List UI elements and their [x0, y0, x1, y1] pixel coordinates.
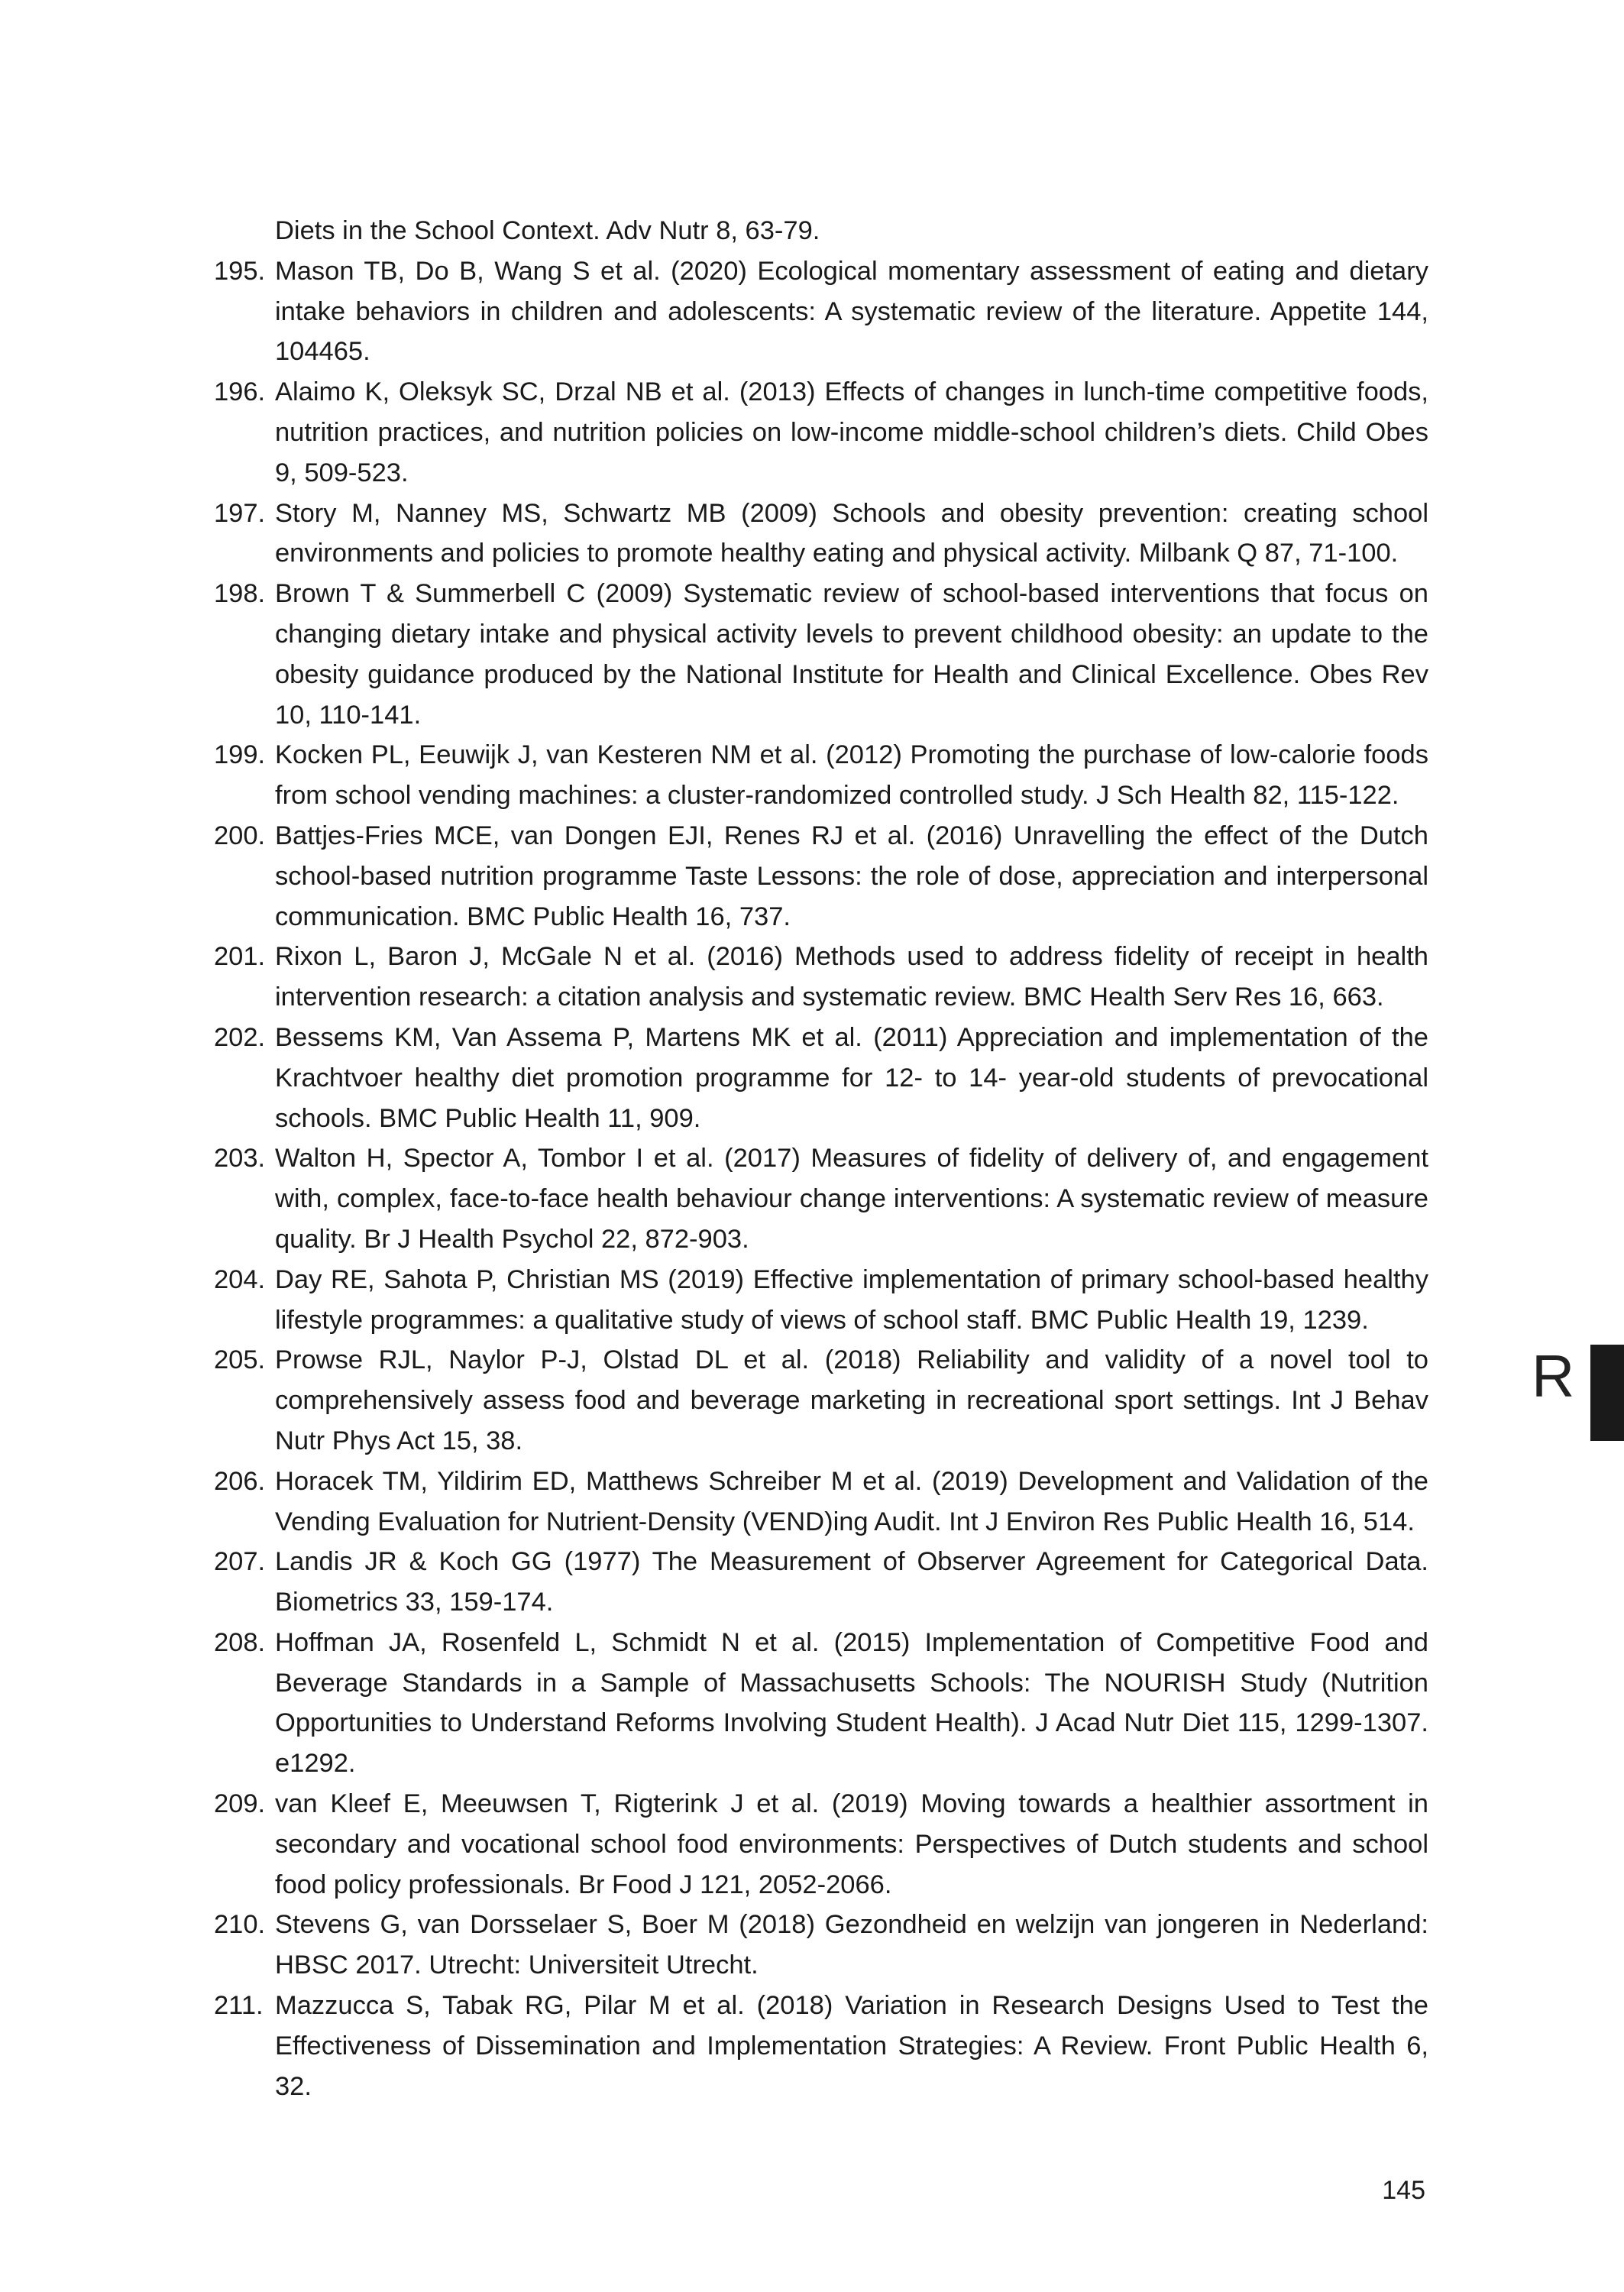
- reference-item: [214, 816, 1428, 937]
- reference-number: 196.: [214, 377, 266, 407]
- reference-text: Landis JR & Koch GG (1977) The Measurement of Observer Agreement for Categorical Data. Biometrics 33, 159-174.: [275, 1547, 1428, 1617]
- reference-number: 210.: [214, 1910, 266, 1940]
- reference-item: [214, 1623, 1428, 1784]
- chapter-marker: R: [1532, 1342, 1575, 1410]
- reference-item: [214, 372, 1428, 493]
- reference-text: Story M, Nanney MS, Schwartz MB (2009) Schools and obesity prevention: creating school environments and policies to promote healthy eating and physical activity. Milbank Q 87, 71-100.: [275, 498, 1428, 568]
- reference-text: Mason TB, Do B, Wang S et al. (2020) Ecological momentary assessment of eating and dietary intake behaviors in children and adolescents: A systematic review of the literature. Appetite 144, 104465.: [275, 256, 1428, 367]
- reference-number: 203.: [214, 1144, 266, 1174]
- reference-text: Bessems KM, Van Assema P, Martens MK et al. (2011) Appreciation and implementation of the Krachtvoer healthy diet promotion programme for 12- to 14- year-old students of prevocational schools. BMC Public Health 11, 909.: [275, 1022, 1428, 1133]
- reference-item: [214, 1138, 1428, 1259]
- reference-text: Mazzucca S, Tabak RG, Pilar M et al. (2018) Variation in Research Designs Used to Test the Effectiveness of Dissemination and Implementation Strategies: A Review. Front Public Health 6, 32.: [275, 1991, 1428, 2101]
- reference-number: 197.: [214, 498, 266, 528]
- reference-item: [214, 1340, 1428, 1461]
- reference-text: Hoffman JA, Rosenfeld L, Schmidt N et al. (2015) Implementation of Competitive Food and Beverage Standards in a Sample of Massachusetts Schools: The NOURISH Study (Nutrition Opportunities to Understand Reforms Involving Student Health). J Acad Nutr Diet 115, 1299-1307. e1292.: [275, 1627, 1428, 1779]
- reference-text: Brown T & Summerbell C (2009) Systematic review of school-based interventions that focus on changing dietary intake and physical activity levels to prevent childhood obesity: an update to the obesity guidance produced by the National Institute for Health and Clinical Excellence. Obes Rev 10, 110-141.: [275, 579, 1428, 730]
- reference-text: van Kleef E, Meeuwsen T, Rigterink J et al. (2019) Moving towards a healthier assortment in secondary and vocational school food environments: Perspectives of Dutch students and school food policy professionals. Br Food J 121, 2052-2066.: [275, 1789, 1428, 1899]
- reference-item: [214, 251, 1428, 372]
- reference-number: 200.: [214, 821, 266, 850]
- reference-number: 208.: [214, 1627, 266, 1657]
- reference-number: 199.: [214, 740, 266, 770]
- reference-text: Prowse RJL, Naylor P-J, Olstad DL et al. (2018) Reliability and validity of a novel tool to comprehensively assess food and beverage marketing in recreational sport settings. Int J Behav Nutr Phys Act 15, 38.: [275, 1345, 1428, 1455]
- reference-text: Kocken PL, Eeuwijk J, van Kesteren NM et al. (2012) Promoting the purchase of low-calorie foods from school vending machines: a cluster-randomized controlled study. J Sch Health 82, 115-122.: [275, 740, 1428, 811]
- reference-item: [214, 1784, 1428, 1905]
- reference-number: 209.: [214, 1789, 266, 1819]
- reference-item: [214, 735, 1428, 816]
- reference-number: 195.: [214, 256, 266, 286]
- reference-text: Walton H, Spector A, Tombor I et al. (2017) Measures of fidelity of delivery of, and engagement with, complex, face-to-face health behaviour change interventions: A systematic review of measure quality. Br J Health Psychol 22, 872-903.: [275, 1144, 1428, 1254]
- reference-list: [214, 211, 1428, 2106]
- reference-number: 205.: [214, 1345, 266, 1375]
- reference-number: 204.: [214, 1264, 266, 1294]
- reference-text: Rixon L, Baron J, McGale N et al. (2016) Methods used to address fidelity of receipt in health intervention research: a citation analysis and systematic review. BMC Health Serv Res 16, 663.: [275, 942, 1428, 1012]
- reference-number: 202.: [214, 1022, 266, 1052]
- page-number: 145: [1382, 2176, 1425, 2205]
- reference-number: 211.: [214, 1991, 264, 2021]
- reference-number: 201.: [214, 942, 266, 972]
- reference-number: 207.: [214, 1547, 266, 1577]
- reference-number: 206.: [214, 1466, 266, 1496]
- reference-text: Stevens G, van Dorsselaer S, Boer M (2018) Gezondheid en welzijn van jongeren in Nederland: HBSC 2017. Utrecht: Universiteit Utrecht.: [275, 1910, 1428, 1980]
- reference-text: Alaimo K, Oleksyk SC, Drzal NB et al. (2013) Effects of changes in lunch-time competitive foods, nutrition practices, and nutrition policies on low-income middle-school children’s diets. Child Obes 9, 509-523.: [275, 377, 1428, 487]
- chapter-tab-bar: [1590, 1345, 1624, 1441]
- reference-item: [214, 1018, 1428, 1138]
- reference-item: [214, 1986, 1428, 2106]
- reference-item: [214, 1260, 1428, 1341]
- reference-item: [214, 574, 1428, 735]
- reference-text: Battjes-Fries MCE, van Dongen EJI, Renes RJ et al. (2016) Unravelling the effect of the Dutch school-based nutrition programme Taste Lessons: the role of dose, appreciation and interpersonal communication. BMC Public Health 16, 737.: [275, 821, 1428, 931]
- reference-item: [214, 1905, 1428, 1986]
- reference-item: [214, 1462, 1428, 1543]
- reference-text: Horacek TM, Yildirim ED, Matthews Schreiber M et al. (2019) Development and Validation of the Vending Evaluation for Nutrient-Density (VEND)ing Audit. Int J Environ Res Public Health 16, 514.: [275, 1466, 1428, 1536]
- reference-number: 198.: [214, 579, 266, 609]
- reference-item: [214, 937, 1428, 1018]
- reference-item: [214, 1542, 1428, 1623]
- reference-item: [214, 494, 1428, 575]
- reference-continuation: Diets in the School Context. Adv Nutr 8, 63-79.: [275, 216, 820, 245]
- reference-text: Day RE, Sahota P, Christian MS (2019) Effective implementation of primary school-based healthy lifestyle programmes: a qualitative study of views of school staff. BMC Public Health 19, 1239.: [275, 1264, 1428, 1335]
- reference-items: [214, 251, 1428, 2107]
